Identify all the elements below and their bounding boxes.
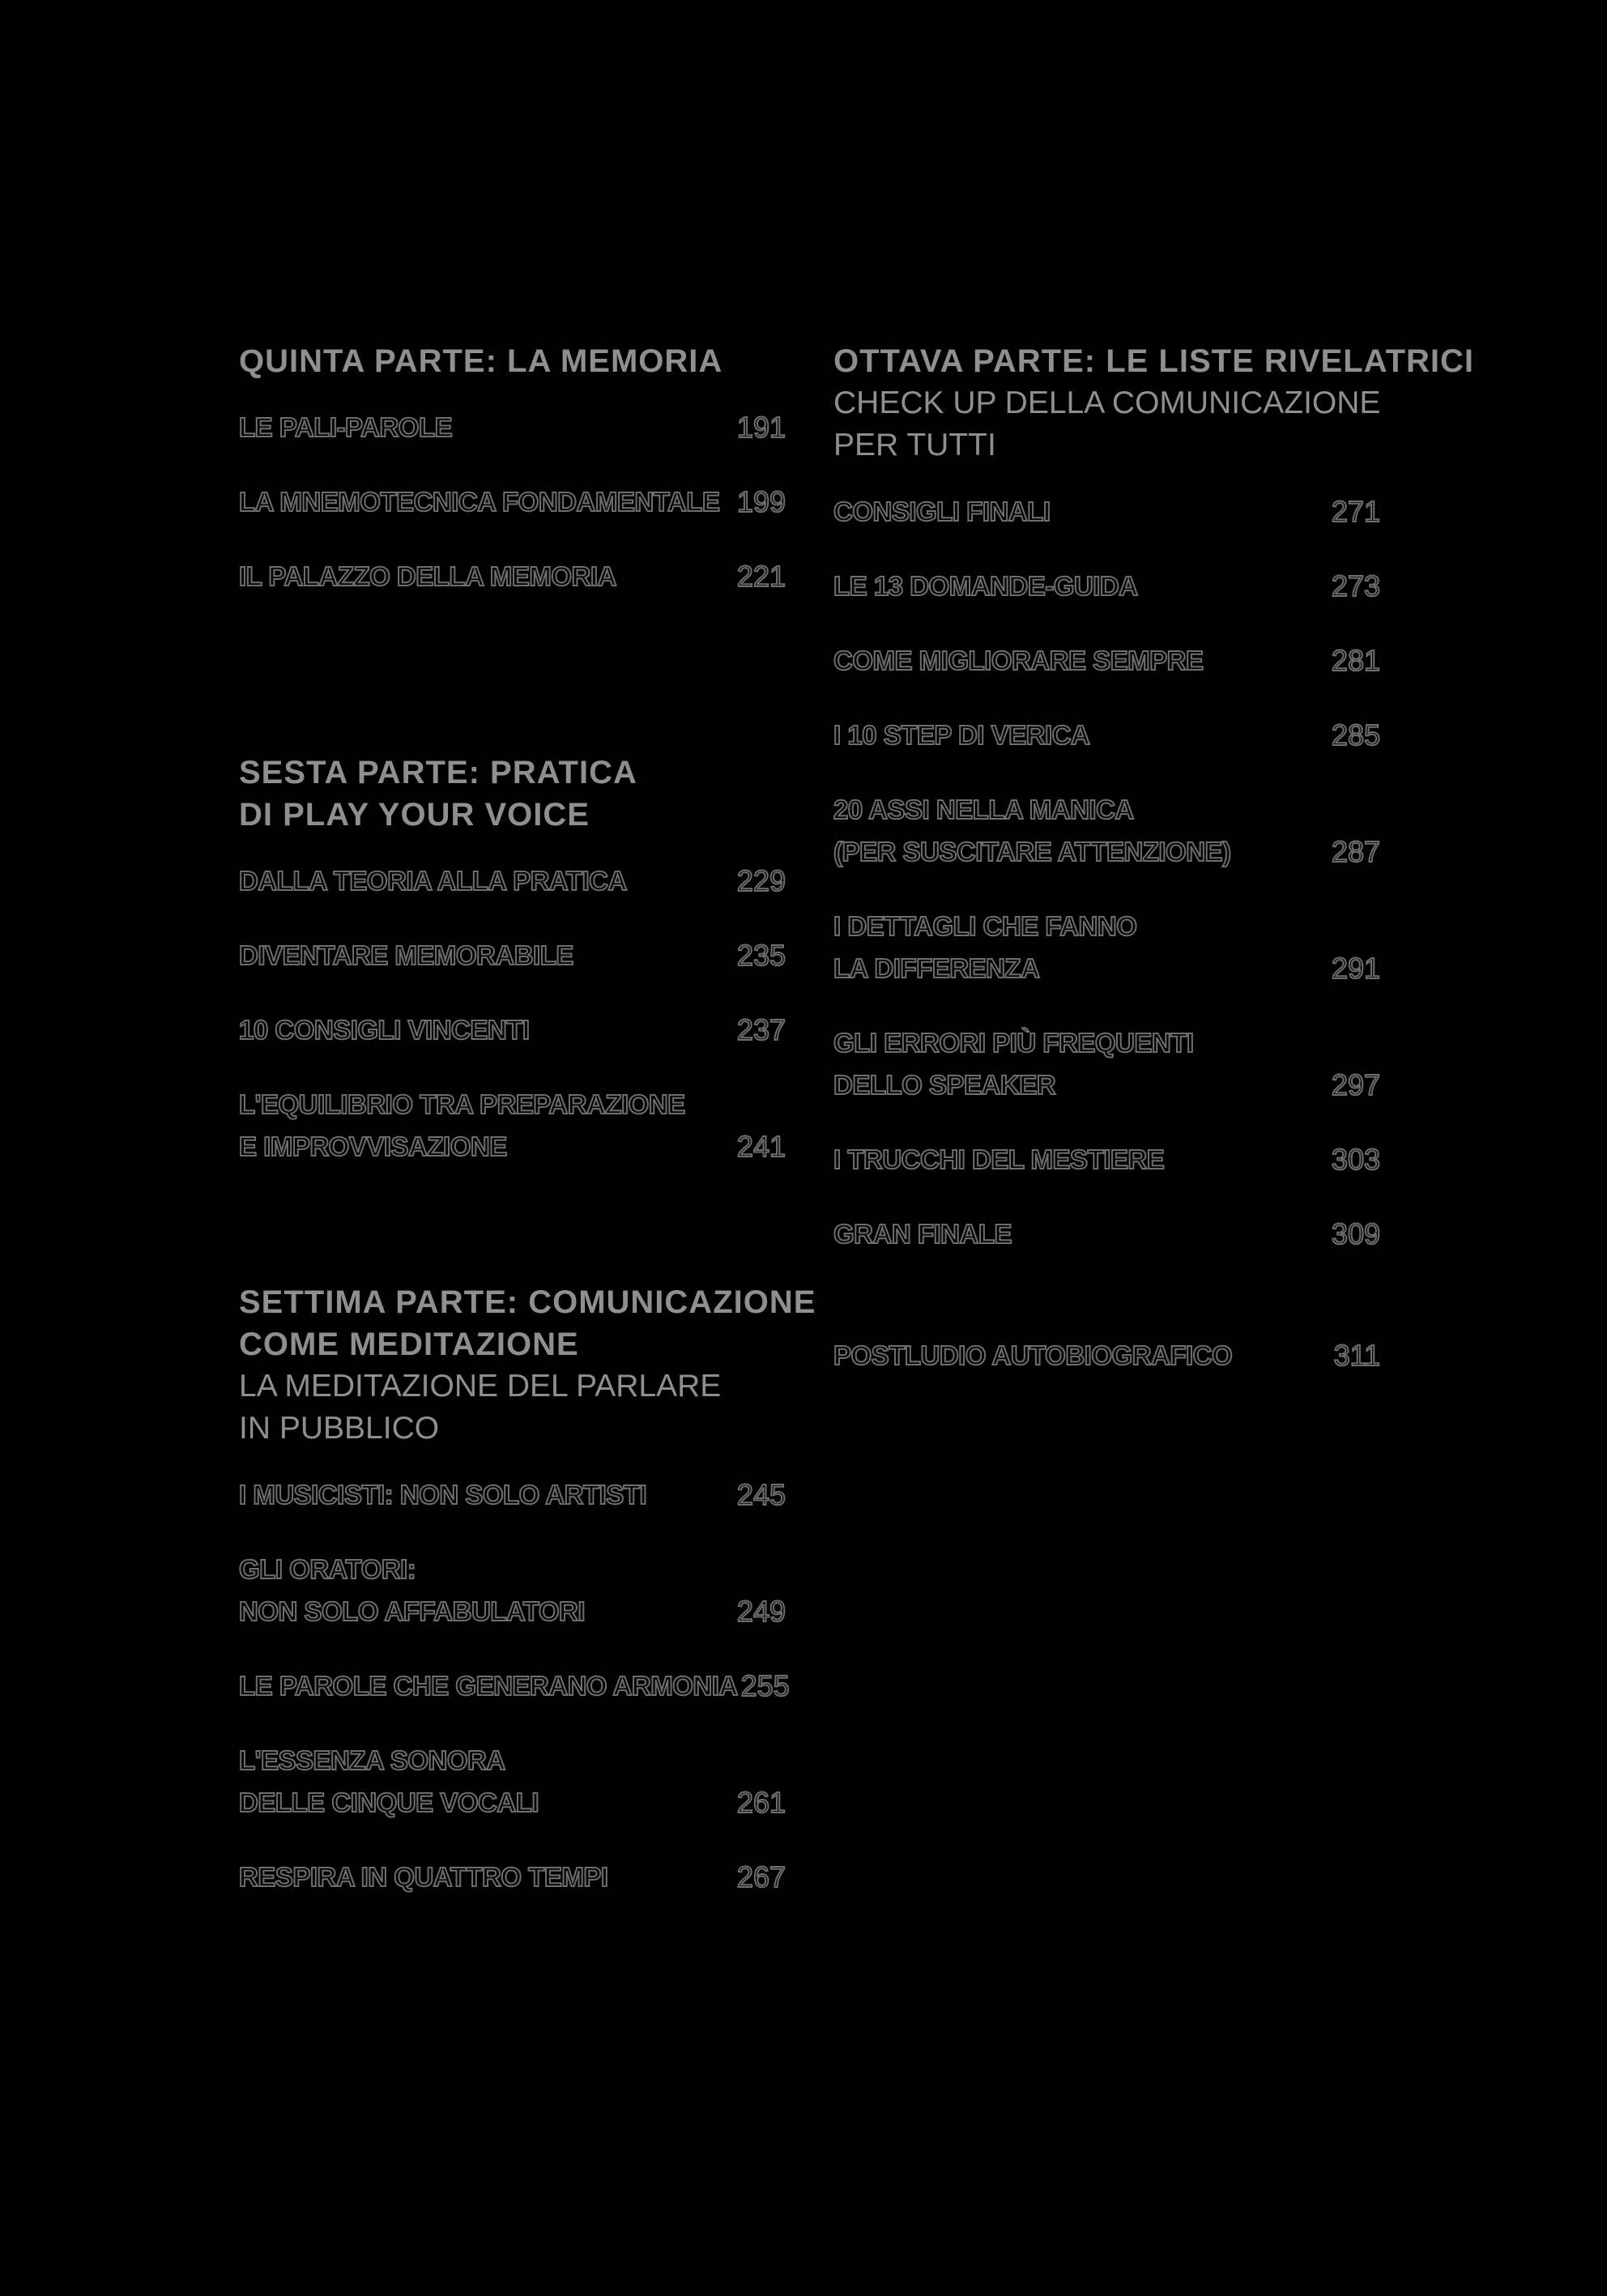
toc-entry[interactable] [239, 935, 786, 977]
toc-entry-postludio[interactable] [833, 1335, 1380, 1377]
toc-entry-title-line1: GLI ERRORI PIÙ FREQUENTI [833, 1028, 1194, 1058]
part-subtitle-line2: IN PUBBLICO [239, 1411, 440, 1446]
toc-entry-title-line2: DELLE CINQUE VOCALI [239, 1787, 539, 1817]
toc-entry[interactable] [239, 1474, 786, 1516]
toc-entry[interactable] [239, 1856, 786, 1898]
toc-entry-page: 245 [736, 1478, 786, 1511]
toc-entry[interactable] [239, 1084, 786, 1168]
part-title: OTTAVA PARTE: LE LISTE RIVELATRICI [833, 343, 1475, 379]
toc-entry-page: 249 [736, 1595, 786, 1628]
toc-entry-title: I TRUCCHI DEL MESTIERE [833, 1144, 1165, 1174]
toc-entry-title: COME MIGLIORARE SEMPRE [833, 645, 1204, 675]
part-sesta [239, 752, 786, 1168]
toc-entry[interactable] [239, 1665, 790, 1707]
part-heading [239, 340, 786, 382]
toc-entry-page: 291 [1331, 952, 1380, 985]
toc-entry-title-block [833, 905, 1136, 990]
toc-entry[interactable] [239, 407, 786, 449]
toc-entry-title: LE PALI-PAROLE [239, 412, 453, 442]
toc-entry-title: RESPIRA IN QUATTRO TEMPI [239, 1862, 608, 1892]
toc-entry-title-line1: 20 ASSI NELLA MANICA [833, 794, 1134, 824]
toc-right-column [833, 340, 1475, 1409]
toc-entry[interactable] [239, 1740, 786, 1824]
toc-entry-page: 199 [736, 485, 786, 518]
toc-entry[interactable] [239, 556, 786, 598]
toc-entry[interactable] [833, 789, 1380, 873]
toc-entry-title-line1: L'ESSENZA SONORA [239, 1745, 505, 1775]
toc-entry[interactable] [833, 1213, 1380, 1255]
toc-entry-title: POSTLUDIO AUTOBIOGRAFICO [833, 1340, 1233, 1370]
toc-entry[interactable] [239, 860, 786, 902]
toc-entry-title-line2: DELLO SPEAKER [833, 1070, 1056, 1100]
part-settima [239, 1281, 816, 1898]
toc-entry-page: 229 [736, 864, 786, 897]
toc-entry-page: 303 [1331, 1143, 1380, 1176]
part-heading [239, 752, 786, 836]
toc-entry[interactable] [833, 905, 1380, 990]
part-heading [239, 1281, 816, 1450]
toc-entry-title-line2: LA DIFFERENZA [833, 953, 1040, 983]
toc-entry-page: 191 [736, 411, 786, 444]
toc-entry-title-line2: NON SOLO AFFABULATORI [239, 1596, 586, 1626]
part-title: QUINTA PARTE: LA MEMORIA [239, 343, 723, 379]
toc-entry-page: 309 [1331, 1217, 1380, 1250]
toc-entry-page: 273 [1331, 569, 1380, 603]
part-title-line2: COME MEDITAZIONE [239, 1327, 579, 1362]
part-title-line2: DI PLAY YOUR VOICE [239, 797, 590, 833]
toc-entry-title: 10 CONSIGLI VINCENTI [239, 1015, 530, 1045]
toc-entry-title: GRAN FINALE [833, 1219, 1012, 1249]
toc-entry-page: 241 [736, 1130, 786, 1163]
toc-entry-title: IL PALAZZO DELLA MEMORIA [239, 561, 616, 591]
toc-entry-page: 267 [736, 1860, 786, 1893]
toc-entry[interactable] [239, 1009, 786, 1051]
toc-entry-title-line1: L'EQUILIBRIO TRA PREPARAZIONE [239, 1089, 685, 1119]
toc-left-column [239, 340, 816, 1931]
part-subtitle-line2: PER TUTTI [833, 428, 996, 462]
toc-entry[interactable] [833, 1139, 1380, 1181]
toc-entry-title-block [239, 1740, 539, 1824]
toc-entry-page: 235 [736, 939, 786, 972]
toc-entry-title-block [239, 1084, 685, 1168]
toc-entry-page: 297 [1331, 1068, 1380, 1101]
toc-entry-title-block [239, 1548, 585, 1633]
toc-entry[interactable] [239, 1548, 786, 1633]
toc-entry-title: I MUSICISTI: NON SOLO ARTISTI [239, 1480, 647, 1510]
toc-entry-title-line1: I DETTAGLI CHE FANNO [833, 911, 1137, 941]
toc-entry-title-block [833, 789, 1231, 873]
toc-entry-title-line2: (PER SUSCITARE ATTENZIONE) [833, 837, 1231, 867]
toc-entry-page: 281 [1331, 644, 1380, 677]
toc-entry-title: CONSIGLI FINALI [833, 496, 1051, 526]
toc-entry-page: 255 [740, 1669, 790, 1702]
toc-entry-title-block [833, 1022, 1194, 1106]
toc-entry[interactable] [833, 640, 1380, 682]
toc-entry[interactable] [239, 481, 786, 523]
toc-entry[interactable] [833, 491, 1380, 533]
toc-entry-title: LE 13 DOMANDE-GUIDA [833, 571, 1138, 601]
toc-entry-title: I 10 STEP DI VERICA [833, 720, 1090, 750]
toc-entry-title: LA MNEMOTECNICA FONDAMENTALE [239, 487, 720, 517]
toc-entry-title: LE PAROLE CHE GENERANO ARMONIA [239, 1671, 738, 1701]
part-subtitle-line1: CHECK UP DELLA COMUNICAZIONE [833, 386, 1381, 420]
part-ottava [833, 340, 1475, 1255]
toc-entry-title: DIVENTARE MEMORABILE [239, 940, 573, 970]
toc-entry-title-line2: E IMPROVVISAZIONE [239, 1131, 507, 1161]
toc-entry-page: 287 [1331, 835, 1380, 868]
toc-entry[interactable] [833, 565, 1380, 607]
part-title-line1: SESTA PARTE: PRATICA [239, 755, 637, 790]
toc-entry-page: 261 [736, 1786, 786, 1819]
toc-entry-page: 237 [736, 1013, 786, 1046]
part-quinta [239, 340, 786, 598]
toc-entry-title-line1: GLI ORATORI: [239, 1554, 416, 1584]
toc-entry-page: 285 [1331, 718, 1380, 752]
toc-entry[interactable] [833, 714, 1380, 756]
part-title-line1: SETTIMA PARTE: COMUNICAZIONE [239, 1284, 816, 1320]
toc-entry[interactable] [833, 1022, 1380, 1106]
toc-entry-page: 221 [736, 560, 786, 593]
toc-entry-title: DALLA TEORIA ALLA PRATICA [239, 866, 627, 896]
toc-entry-page: 311 [1333, 1339, 1380, 1372]
part-subtitle-line1: LA MEDITAZIONE DEL PARLARE [239, 1369, 722, 1404]
part-heading [833, 340, 1475, 466]
toc-entry-page: 271 [1331, 495, 1380, 528]
